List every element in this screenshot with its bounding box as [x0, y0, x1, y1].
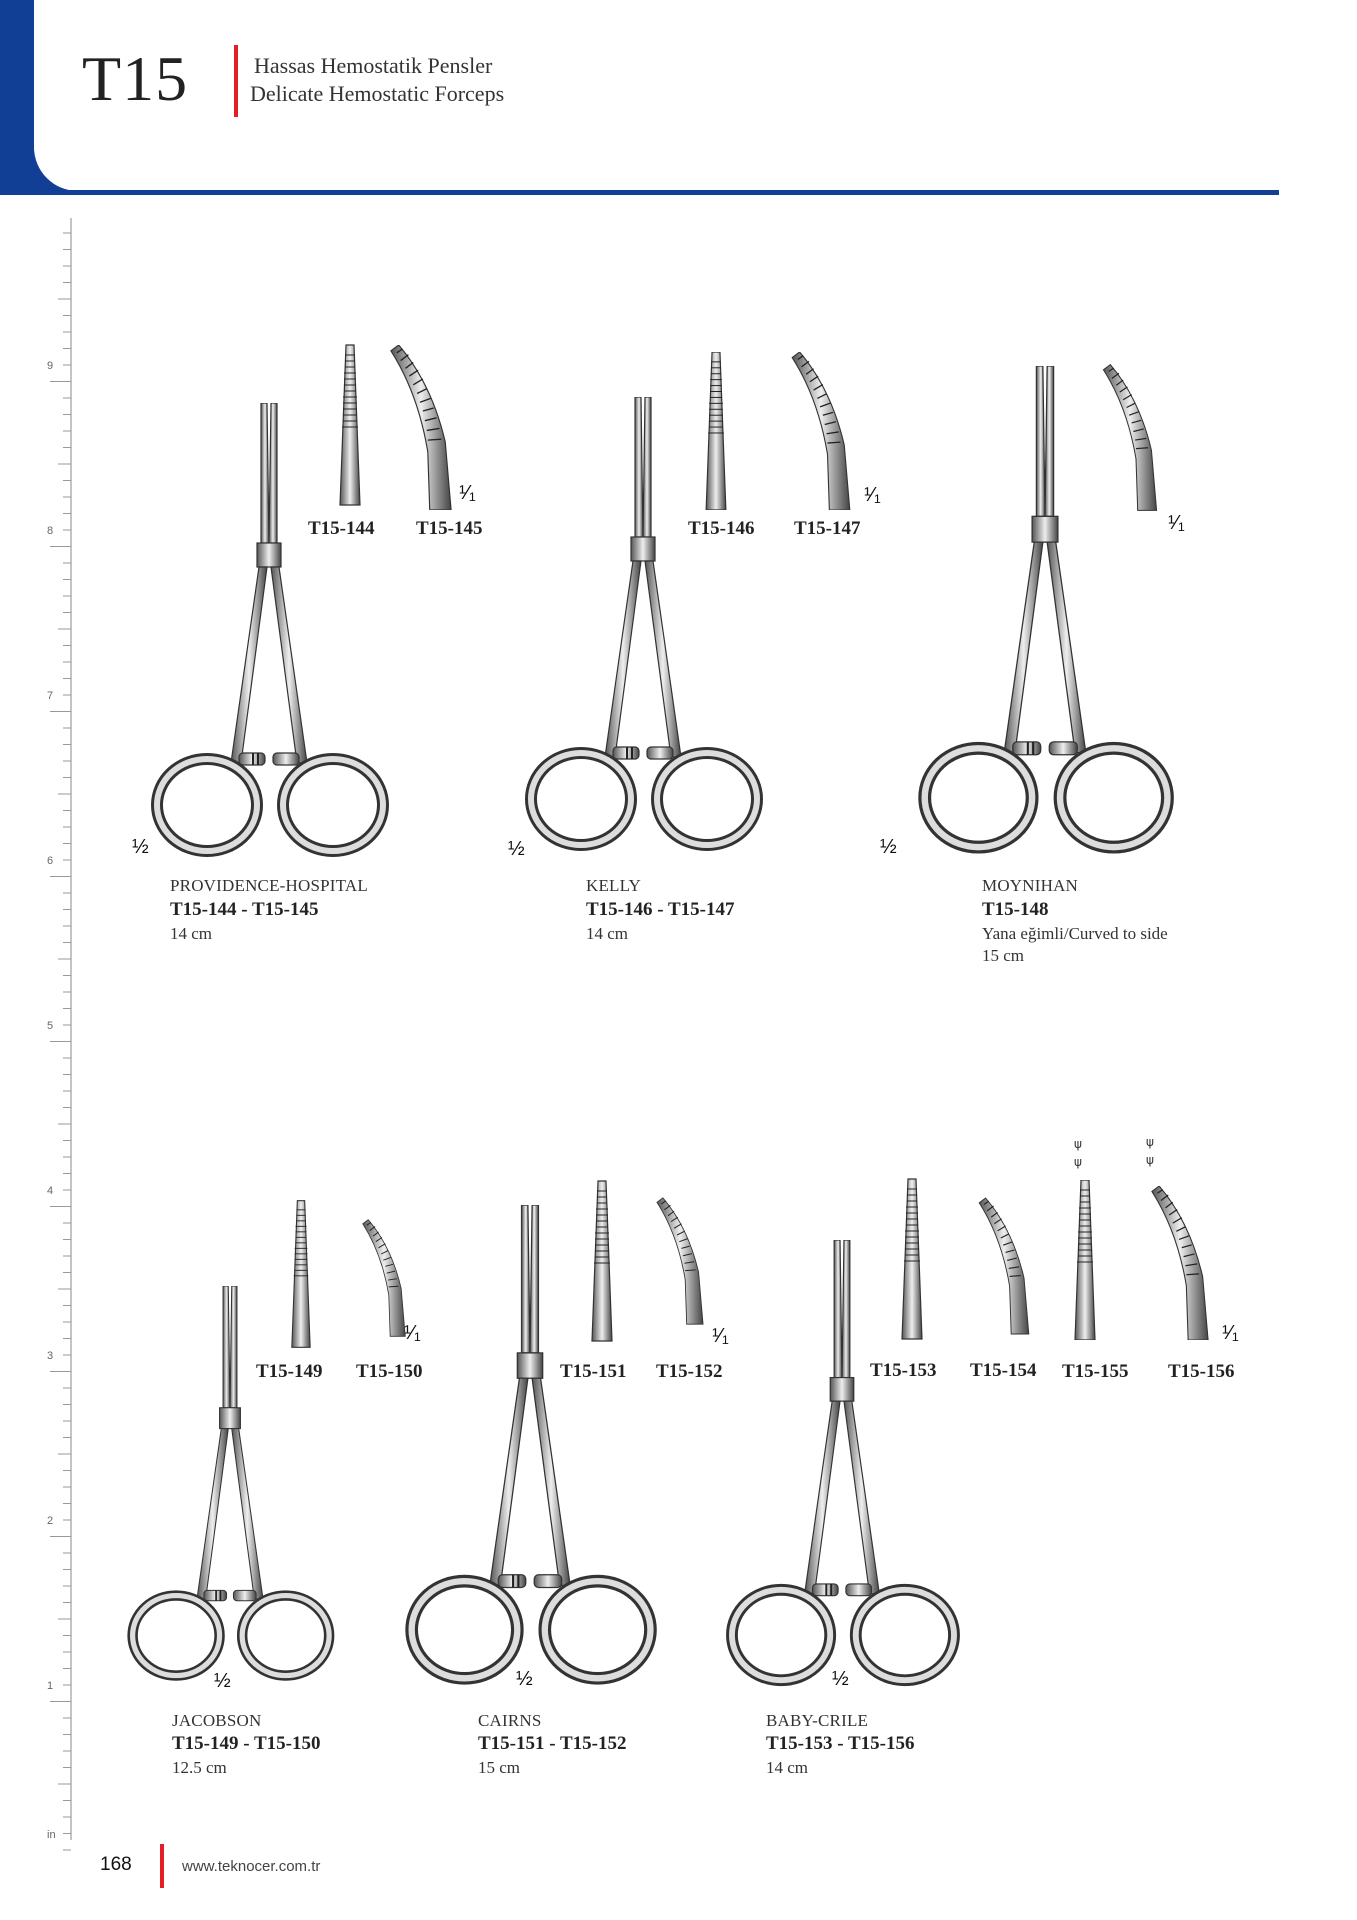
product-note: Yana eğimli/Curved to side: [982, 924, 1168, 943]
tip-code-label: T15-149: [256, 1361, 323, 1382]
svg-text:ψ: ψ: [1146, 1135, 1154, 1149]
product-codes: T15-144 - T15-145: [170, 899, 319, 920]
svg-text:ψ: ψ: [1074, 1137, 1082, 1151]
tip-code-label: T15-156: [1168, 1361, 1235, 1382]
product-name: PROVIDENCE-HOSPITAL: [170, 876, 368, 895]
scale-label: ¹⁄₁: [459, 482, 476, 504]
tip-t15-146-image: [704, 352, 728, 510]
inch-ruler: [44, 218, 74, 1840]
header-blue-tab: [0, 0, 34, 195]
product-codes: T15-151 - T15-152: [478, 1733, 627, 1754]
product-size: 15 cm: [982, 946, 1025, 965]
forceps-baby-crile-image: [718, 1240, 966, 1692]
website-link[interactable]: www.teknocer.com.tr: [182, 1858, 321, 1875]
tip-code-label: T15-155: [1062, 1361, 1129, 1382]
product-codes: T15-148: [982, 899, 1049, 920]
ruler-inch-label: 7: [47, 690, 54, 702]
tip-t15-148-image: [1100, 340, 1160, 535]
tip-code-label: T15-150: [356, 1361, 423, 1382]
tip-code-label: T15-144: [308, 518, 375, 539]
tip-end-detail-icon: [1072, 1136, 1092, 1172]
scale-label: ¹⁄₁: [712, 1325, 729, 1347]
tip-t15-155-image: [1070, 1180, 1100, 1340]
forceps-cairns-image: [390, 1205, 670, 1691]
tip-code-label: T15-152: [656, 1361, 723, 1382]
page-number: 168: [100, 1854, 132, 1875]
product-codes: T15-146 - T15-147: [586, 899, 735, 920]
tip-code-label: T15-153: [870, 1360, 937, 1381]
product-name: KELLY: [586, 876, 642, 895]
ruler-unit-label: in: [47, 1829, 56, 1841]
tip-t15-156-image: [1148, 1186, 1212, 1340]
scale-label: ¹⁄₁: [404, 1322, 421, 1344]
scale-label: ½: [132, 836, 149, 858]
section-title-tr: Hassas Hemostatik Pensler: [254, 53, 493, 78]
ruler-inch-label: 3: [47, 1350, 54, 1362]
scale-label: ½: [508, 838, 525, 860]
tip-t15-149-image: [290, 1200, 312, 1348]
tip-t15-151-image: [590, 1176, 614, 1346]
ruler-inch-label: 6: [47, 855, 54, 867]
tip-code-label: T15-147: [794, 518, 861, 539]
ruler-inch-label: 5: [47, 1020, 54, 1032]
scale-label: ½: [832, 1668, 849, 1690]
tip-t15-152-image: [654, 1176, 706, 1346]
header-accent-bar: [234, 45, 238, 117]
ruler-inch-label: 4: [47, 1185, 54, 1197]
tip-t15-144-image: [338, 340, 362, 510]
tip-t15-153-image: [900, 1178, 924, 1340]
scale-label: ½: [214, 1670, 231, 1692]
scale-label: ¹⁄₁: [864, 484, 881, 506]
section-code: T15: [82, 43, 189, 114]
product-codes: T15-149 - T15-150: [172, 1733, 321, 1754]
tip-t15-147-image: [786, 352, 856, 510]
forceps-kelly-image: [518, 397, 768, 857]
section-title-en: Delicate Hemostatic Forceps: [250, 81, 505, 106]
ruler-inch-label: 1: [47, 1680, 54, 1692]
tip-end-detail-icon: [1144, 1134, 1164, 1170]
tip-code-label: T15-145: [416, 518, 483, 539]
tip-t15-154-image: [976, 1192, 1032, 1340]
product-size: 14 cm: [170, 924, 213, 943]
svg-text:ψ: ψ: [1146, 1153, 1154, 1167]
ruler-inch-label: 8: [47, 525, 54, 537]
product-codes: T15-153 - T15-156: [766, 1733, 915, 1754]
scale-label: ¹⁄₁: [1168, 512, 1185, 534]
scale-label: ¹⁄₁: [1222, 1322, 1239, 1344]
product-name: JACOBSON: [172, 1711, 262, 1730]
svg-text:ψ: ψ: [1074, 1155, 1082, 1169]
header-divider-line: [34, 190, 1279, 195]
ruler-inch-label: 2: [47, 1515, 54, 1527]
footer-accent-bar: [160, 1844, 164, 1888]
product-size: 14 cm: [586, 924, 629, 943]
tip-code-label: T15-154: [970, 1360, 1037, 1381]
tip-code-label: T15-151: [560, 1361, 627, 1382]
tip-code-label: T15-146: [688, 518, 755, 539]
product-name: MOYNIHAN: [982, 876, 1079, 895]
scale-label: ½: [880, 836, 897, 858]
ruler-inch-label: 9: [47, 360, 54, 372]
product-name: CAIRNS: [478, 1711, 542, 1730]
product-size: 12.5 cm: [172, 1758, 227, 1777]
tip-t15-145-image: [386, 345, 456, 510]
product-size: 14 cm: [766, 1758, 809, 1777]
scale-label: ½: [516, 1668, 533, 1690]
product-name: BABY-CRILE: [766, 1711, 869, 1730]
product-size: 15 cm: [478, 1758, 521, 1777]
